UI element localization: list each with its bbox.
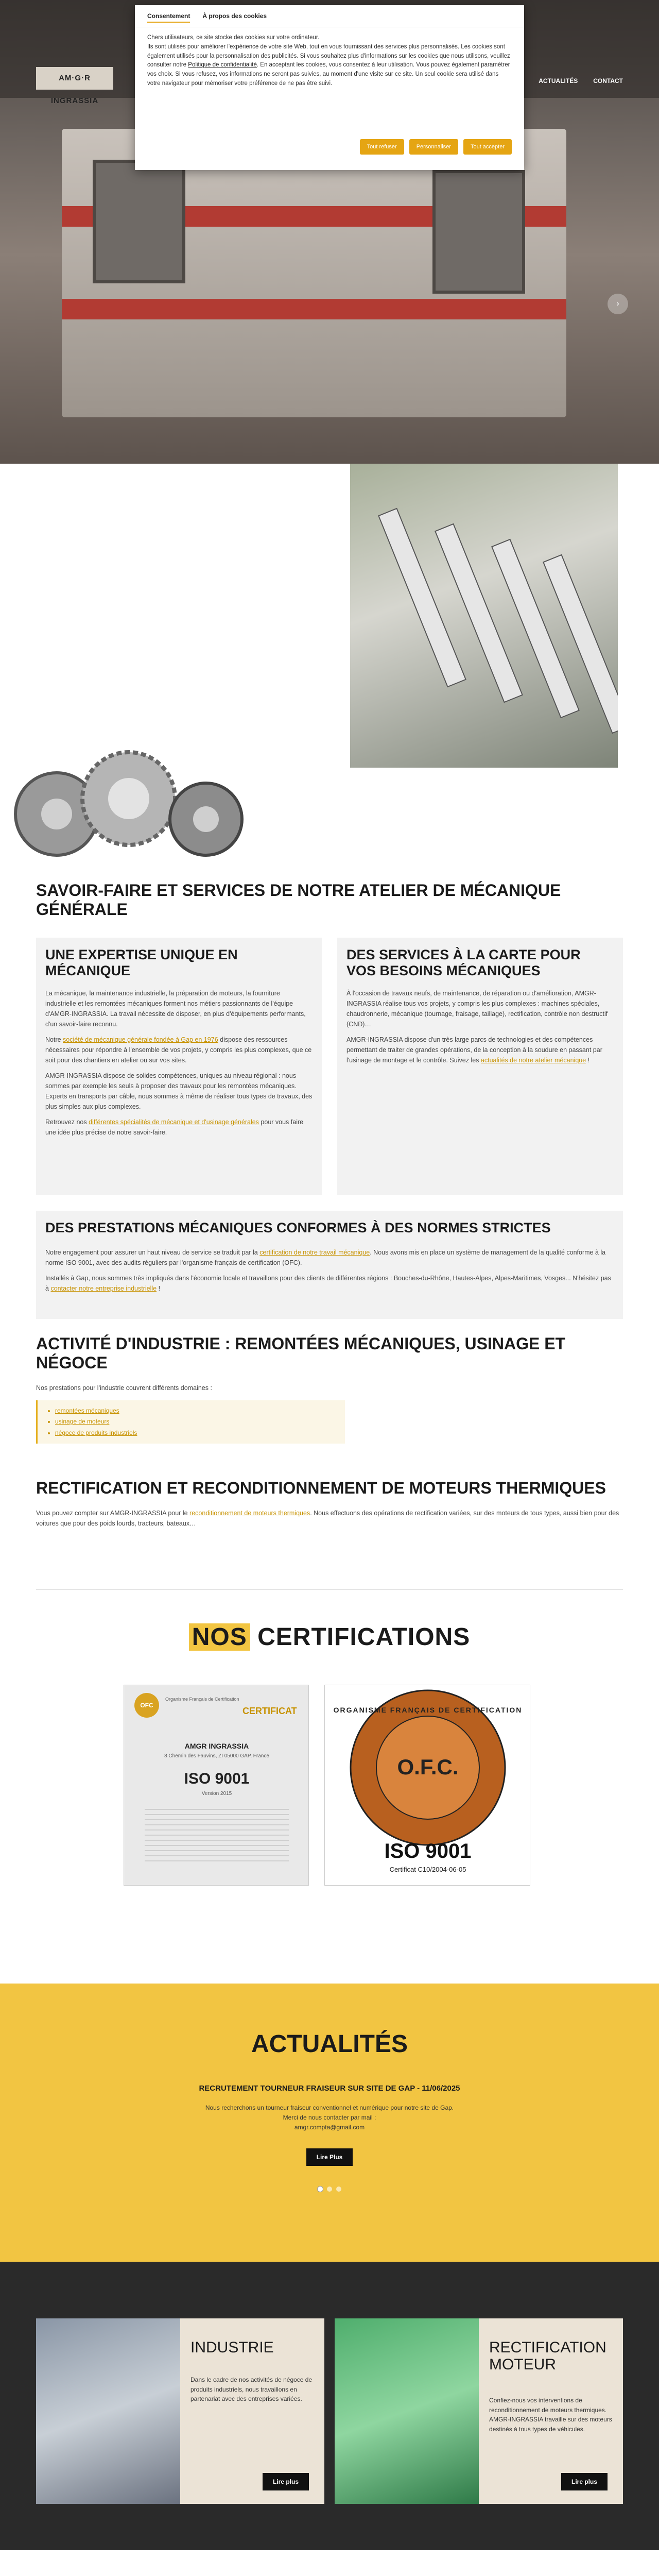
- norms-box: DES PRESTATIONS MÉCANIQUES CONFORMES À DES NORMES STRICTES Notre engagement pour assurer un haut niveau de service se traduit par la certification de notre travail mécanique. Nous avons mis en place un système de management de la qualité conforme à la norme ISO 9001, avec des audits réguliers par l'organisme français de certification (OFC). Installés à Gap, nous sommes très impliqués dans l'économie locale et travaillons pour des clients de différentes régions : Bouches-du-Rhône, Hautes-Alpes, Alpes-Maritimes, Vosges... N'hésitez pas à contacter notre entreprise industrielle !: [36, 1211, 623, 1319]
- company-history-link[interactable]: société de mécanique générale fondée à Gap en 1976: [63, 1036, 218, 1044]
- list-item[interactable]: • négoce de produits industriels: [55, 1428, 336, 1439]
- engine-image: [335, 2318, 479, 2504]
- service-title: INDUSTRIE: [190, 2339, 274, 2356]
- contact-link[interactable]: contacter notre entreprise industrielle: [50, 1285, 157, 1293]
- services-section: [0, 2262, 659, 2550]
- carousel-dot[interactable]: [318, 2187, 323, 2192]
- tab-consent[interactable]: Consentement: [147, 12, 190, 23]
- expertise-title: UNE EXPERTISE UNIQUE EN MÉCANIQUE: [45, 947, 238, 979]
- carousel-dots: [0, 2187, 659, 2192]
- expertise-box: UNE EXPERTISE UNIQUE EN MÉCANIQUE La mécanique, la maintenance industrielle, la préparation de moteurs, la fourniture industrielle et les remontées mécaniques forment nos métiers passionnants de l'équipe d'AMGR-INGRASSIA. La travail nécessite de disposer, en plus d'équipements performants, d'un savoir-faire reconnu. Notre société de mécanique générale fondée à Gap en 1976 dispose des ressources nécessaires pour répondre à l'ensemble de vos projets, y compris les plus complexes, que ce soit pour des chantiers en atelier ou sur vos sites. AMGR-INGRASSIA dispose de solides compétences, uniques au niveau régional : nous sommes par exemple les seuls à proposer des travaux pour les remontées mécaniques. Experts en transports par câble, nous sommes à même de réaliser tous types de travaux, des plus simples aux plus complexes. Retrouvez nos différentes spécialités de mécanique et d'usinage générales pour vous faire une idée plus précise de notre savoir-faire.: [36, 938, 322, 1195]
- list-item[interactable]: • remontées mécaniques: [55, 1405, 336, 1417]
- cookie-text: Chers utilisateurs, ce site stocke des cookies sur votre ordinateur. Ils sont utilisés pour améliorer l'expérience de votre site Web, tout en vous fournissant des services plus personnalisés. Les cookies sont également utilisés pour la personnalisation des publicités. Si vous souhaitez plus d'informations sur les cookies que nous utilisons, veuillez consulter notre Politique de confidentialité. En acceptant les cookies, vous consentez à leur utilisation. Vous pouvez également paramétrer vos choix. Si vous refusez, vos informations ne seront pas suivies, au moment d'une visite sur ce site. Un seul cookie sera utilisé dans votre navigateur pour mémoriser votre préférence de ne pas être suivi.: [147, 35, 510, 87]
- specialities-link[interactable]: différentes spécialités de mécanique et d'usinage générales: [89, 1118, 259, 1126]
- industry-image: [36, 2318, 180, 2504]
- list-item[interactable]: • usinage de moteurs: [55, 1416, 336, 1428]
- refuse-all-button[interactable]: Tout refuser: [360, 139, 404, 155]
- news-section: ACTUALITÉS RECRUTEMENT TOURNEUR FRAISEUR SUR SITE DE GAP - 11/06/2025 Nous recherchons un tourneur fraiseur conventionnel et numérique pour notre site de Gap. Merci de nous contacter par mail : amgr.compta@gmail.com Lire Plus: [0, 1984, 659, 2262]
- certifications-heading: NOS CERTIFICATIONS: [0, 1623, 659, 1651]
- read-more-button[interactable]: Lire Plus: [306, 2148, 353, 2166]
- carousel-dot[interactable]: [327, 2187, 332, 2192]
- service-title: RECTIFICATION MOTEUR: [489, 2339, 606, 2373]
- privacy-policy-link[interactable]: Politique de confidentialité: [188, 62, 257, 69]
- accept-all-button[interactable]: Tout accepter: [463, 139, 512, 155]
- industry-list: [36, 1400, 345, 1444]
- read-more-button[interactable]: Lire plus: [561, 2473, 608, 2490]
- certificate-document: OFC Organisme Français de Certification CERTIFICAT AMGR INGRASSIA 8 Chemin des Fauvins, ZI 05000 GAP, France ISO 9001 Version 2015: [124, 1685, 309, 1886]
- read-more-button[interactable]: Lire plus: [263, 2473, 309, 2490]
- services-title: DES SERVICES À LA CARTE POUR VOS BESOINS MÉCANIQUES: [346, 947, 581, 979]
- customize-button[interactable]: Personnaliser: [409, 139, 458, 155]
- engine-reconditioning-link[interactable]: reconditionnement de moteurs thermiques: [189, 1509, 310, 1517]
- services-box: DES SERVICES À LA CARTE POUR VOS BESOINS MÉCANIQUES À l'occasion de travaux neufs, de maintenance, de réparation ou d'amélioration, AMGR-INGRASSIA réalise tous vos projets, y compris les plus complexes : machines spéciales, chaudronnerie, mécanique (tournage, fraisage, taillage), rectification, contrôle non destructif (CND)… AMGR-INGRASSIA dispose d'un très large parcs de technologies et des compétences permettant de traiter de grandes opérations, de la conception à la soudure en passant par l'usinage de montage et le contrôle. Suivez les actualités de notre atelier mécanique !: [337, 938, 623, 1195]
- tab-about-cookies[interactable]: À propos des cookies: [202, 12, 267, 20]
- service-card-industry: INDUSTRIE Dans le cadre de nos activités de négoce de produits industriels, nous travaillons en partenariat avec des entreprises variées. Lire plus: [36, 2318, 324, 2504]
- service-card-engine: RECTIFICATION MOTEUR Confiez-nous vos interventions de reconditionnement de moteurs thermiques. AMGR-INGRASSIA travaille sur des moteurs destinés à tous types de véhicules. Lire plus: [335, 2318, 623, 2504]
- ski-lift-equipment-image: [350, 464, 618, 768]
- rectification-title: RECTIFICATION ET RECONDITIONNEMENT DE MOTEURS THERMIQUES: [36, 1479, 606, 1497]
- hero-machine-image: [62, 129, 566, 417]
- news-link[interactable]: actualités de notre atelier mécanique: [480, 1057, 586, 1064]
- nav-item-contact[interactable]: CONTACT: [593, 77, 623, 84]
- cookie-consent-modal: [135, 5, 524, 170]
- ofc-badge: OFC: [134, 1693, 159, 1718]
- industry-title: ACTIVITÉ D'INDUSTRIE : REMONTÉES MÉCANIQUES, USINAGE ET NÉGOCE: [36, 1334, 566, 1372]
- site-logo[interactable]: AM·G·R INGRASSIA: [36, 67, 113, 90]
- certification-link[interactable]: certification de notre travail mécanique: [259, 1249, 370, 1257]
- norms-title: DES PRESTATIONS MÉCANIQUES CONFORMES À DES NORMES STRICTES: [45, 1220, 551, 1235]
- news-heading: ACTUALITÉS: [251, 2030, 408, 2058]
- carousel-dot[interactable]: [336, 2187, 341, 2192]
- nav-item-actualites[interactable]: ACTUALITÉS: [539, 77, 578, 84]
- page-title: SAVOIR-FAIRE ET SERVICES DE NOTRE ATELIER DE MÉCANIQUE GÉNÉRALE: [36, 881, 561, 919]
- slider-next-icon[interactable]: ›: [608, 294, 628, 314]
- ofc-iso-logo: ORGANISME FRANÇAIS DE CERTIFICATION O.F.C. ISO 9001 Certificat C10/2004-06-05: [324, 1685, 530, 1886]
- news-title: RECRUTEMENT TOURNEUR FRAISEUR SUR SITE DE GAP - 11/06/2025: [199, 2084, 460, 2093]
- gears-parts-image: [0, 732, 268, 886]
